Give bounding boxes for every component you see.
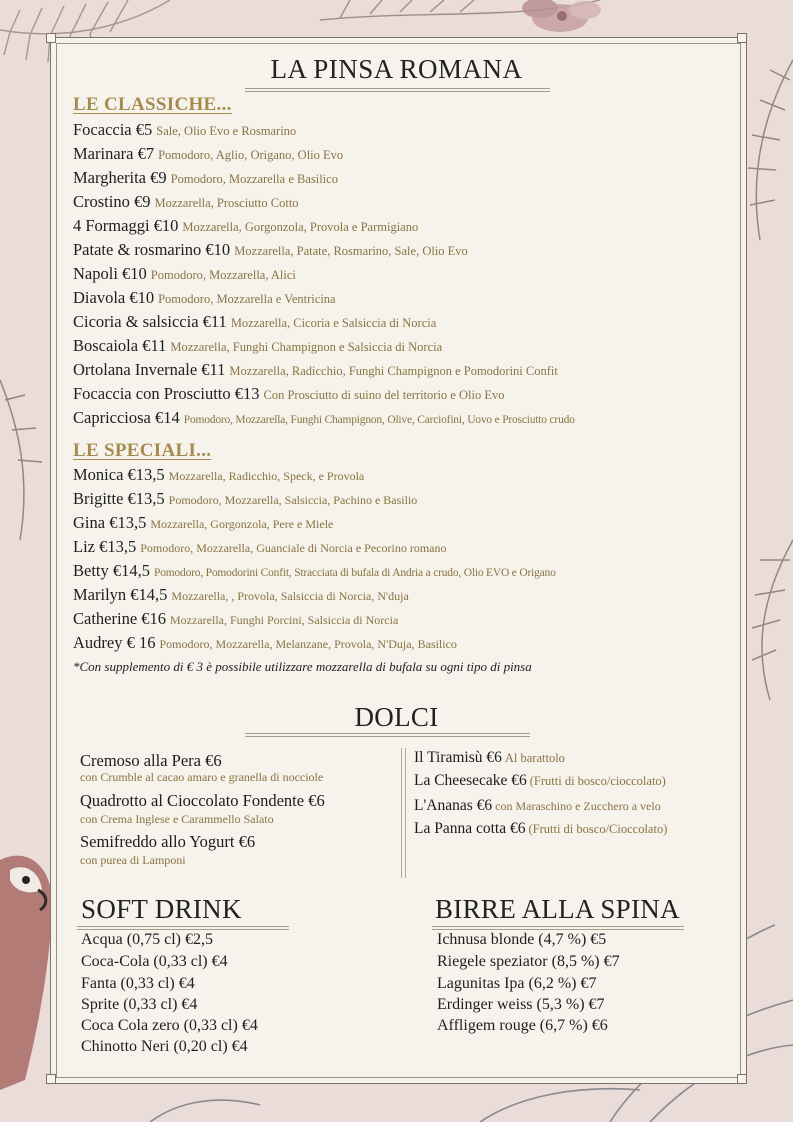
- beer-item: Erdinger weiss (5,3 %) €7: [437, 996, 605, 1013]
- item-description: Mozzarella, Funghi Champignon e Salsiccia di Norcia: [170, 340, 443, 354]
- title-divider: [245, 88, 550, 92]
- menu-item: [73, 216, 418, 236]
- item-description: Pomodoro, Mozzarella, Melanzane, Provola, N'Duja, Basilico: [159, 637, 457, 651]
- menu-item: [73, 240, 468, 260]
- item-name: Marilyn €14,5: [73, 585, 168, 604]
- dessert-description: (Frutti di bosco/Cioccolato): [528, 822, 668, 836]
- item-description: Mozzarella, Gorgonzola, Pere e Miele: [150, 517, 334, 531]
- palm-leaf-icon: [0, 380, 42, 540]
- menu-item: [73, 585, 409, 605]
- frame-corner-ornament: [737, 33, 747, 43]
- palm-leaf-icon: [752, 540, 793, 700]
- soft-drink-item: Coca Cola zero (0,33 cl) €4: [81, 1017, 258, 1034]
- section-heading-birre: BIRRE ALLA SPINA: [435, 894, 680, 924]
- soft-drink-item: Sprite (0,33 cl) €4: [81, 996, 198, 1013]
- item-description: Mozzarella, , Provola, Salsiccia di Norcia, N'duja: [171, 589, 409, 603]
- menu-item: [73, 120, 296, 140]
- section-heading-speciali: LE SPECIALI...: [73, 440, 212, 461]
- item-description: Pomodoro, Aglio, Origano, Olio Evo: [158, 148, 344, 162]
- palm-leaf-icon: [320, 0, 600, 20]
- item-name: Margherita €9: [73, 168, 167, 187]
- item-description: Con Prosciutto di suino del territorio e Olio Evo: [263, 388, 505, 402]
- dessert-name: La Panna cotta €6: [414, 820, 526, 837]
- item-name: Focaccia con Prosciutto €13: [73, 384, 260, 403]
- item-name: 4 Formaggi €10: [73, 216, 179, 235]
- frame-corner-ornament: [46, 1074, 56, 1084]
- soft-drink-item: Coca-Cola (0,33 cl) €4: [81, 953, 228, 970]
- dessert-item: [414, 820, 667, 838]
- item-description: Pomodoro, Mozzarella, Funghi Champignon, Olive, Carciofini, Uovo e Prosciutto crudo: [183, 414, 575, 426]
- menu-item: [73, 360, 558, 380]
- dessert-description: con Maraschino e Zucchero a velo: [495, 799, 661, 813]
- section-heading-soft-drink: SOFT DRINK: [81, 894, 242, 924]
- item-name: Boscaiola €11: [73, 336, 167, 355]
- item-name: Catherine €16: [73, 609, 167, 628]
- menu-item: [73, 288, 336, 308]
- dessert-item: [414, 772, 666, 790]
- item-name: Gina €13,5: [73, 513, 147, 532]
- menu-item: [73, 465, 364, 485]
- item-description: Mozzarella, Funghi Porcini, Salsiccia di Norcia: [170, 613, 399, 627]
- item-name: Monica €13,5: [73, 465, 165, 484]
- menu-item: [73, 336, 442, 356]
- soft-drink-item: Chinotto Neri (0,20 cl) €4: [81, 1038, 248, 1055]
- dessert-description: Al barattolo: [504, 751, 565, 765]
- beer-item: Lagunitas Ipa (6,2 %) €7: [437, 975, 597, 992]
- item-description: Sale, Olio Evo e Rosmarino: [156, 124, 297, 138]
- menu-item: [73, 144, 343, 164]
- item-description: Pomodoro, Mozzarella, Guanciale di Norcia e Pecorino romano: [140, 541, 447, 555]
- item-name: Betty €14,5: [73, 561, 150, 580]
- menu-item: [73, 408, 575, 428]
- item-name: Patate & rosmarino €10: [73, 240, 231, 259]
- dessert-description: (Frutti di bosco/cioccolato): [529, 774, 666, 788]
- item-name: Audrey € 16: [73, 633, 156, 652]
- item-description: Mozzarella, Patate, Rosmarino, Sale, Olio Evo: [234, 244, 468, 258]
- page-title: LA PINSA ROMANA: [270, 54, 523, 84]
- menu-item: [73, 264, 296, 284]
- dessert-name: L'Ananas €6: [414, 797, 493, 814]
- item-name: Focaccia €5: [73, 120, 153, 139]
- dessert-description: con Crema Inglese e Carammello Salato: [80, 812, 274, 826]
- menu-item: [73, 561, 556, 581]
- dessert-name: La Cheesecake €6: [414, 772, 527, 789]
- menu-item: [73, 489, 417, 509]
- frame-corner-ornament: [46, 33, 56, 43]
- menu-item: [73, 513, 333, 533]
- item-description: Pomodoro, Mozzarella, Alici: [150, 268, 296, 282]
- beer-item: Ichnusa blonde (4,7 %) €5: [437, 931, 607, 948]
- item-description: Mozzarella, Cicoria e Salsiccia di Norcia: [230, 316, 437, 330]
- item-description: Pomodoro, Mozzarella e Basilico: [170, 172, 338, 186]
- soft-drink-item: Fanta (0,33 cl) €4: [81, 975, 195, 992]
- bufala-supplement-note: *Con supplemento di € 3 è possibile utilizzare mozzarella di bufala su ogni tipo di pinsa: [73, 659, 532, 674]
- item-name: Marinara €7: [73, 144, 155, 163]
- dolci-column-divider: [401, 748, 402, 878]
- dessert-item: [414, 749, 565, 767]
- frame-corner-ornament: [737, 1074, 747, 1084]
- palm-leaf-icon: [748, 60, 793, 240]
- item-name: Crostino €9: [73, 192, 151, 211]
- dessert-name: Cremoso alla Pera €6: [80, 751, 222, 770]
- dolci-column-divider: [405, 748, 406, 878]
- menu-item: [73, 312, 436, 332]
- menu-item: [73, 537, 446, 557]
- section-heading-dolci: DOLCI: [354, 702, 439, 732]
- menu-item: [73, 609, 398, 629]
- menu-item: [73, 168, 338, 188]
- item-description: Mozzarella, Prosciutto Cotto: [154, 196, 299, 210]
- soft-drink-item: Acqua (0,75 cl) €2,5: [81, 931, 213, 948]
- item-description: Pomodoro, Pomodorini Confit, Stracciata di bufala di Andria a crudo, Olio EVO e Origano: [154, 567, 556, 579]
- orchid-flower-icon: [522, 0, 601, 32]
- dessert-name: Semifreddo allo Yogurt €6: [80, 832, 256, 851]
- item-name: Brigitte €13,5: [73, 489, 165, 508]
- section-heading-classiche: LE CLASSICHE...: [73, 94, 232, 115]
- item-name: Diavola €10: [73, 288, 155, 307]
- dessert-name: Quadrotto al Cioccolato Fondente €6: [80, 791, 325, 810]
- birre-divider: [432, 926, 684, 930]
- menu-item: [73, 633, 457, 653]
- item-description: Pomodoro, Mozzarella e Ventricina: [158, 292, 336, 306]
- beer-item: Riegele speziator (8,5 %) €7: [437, 953, 620, 970]
- item-description: Mozzarella, Gorgonzola, Provola e Parmigiano: [182, 220, 419, 234]
- item-description: Mozzarella, Radicchio, Funghi Champignon e Pomodorini Confit: [229, 364, 558, 378]
- dessert-description: con purea di Lamponi: [80, 853, 186, 867]
- soft-drink-divider: [77, 926, 289, 930]
- dessert-item: [414, 797, 661, 815]
- dessert-description: con Crumble al cacao amaro e granella di nocciole: [80, 770, 324, 784]
- item-name: Capricciosa €14: [73, 408, 180, 427]
- item-name: Napoli €10: [73, 264, 147, 283]
- beer-item: Affligem rouge (6,7 %) €6: [437, 1017, 608, 1034]
- menu-item: [73, 192, 299, 212]
- item-description: Pomodoro, Mozzarella, Salsiccia, Pachino e Basilio: [168, 493, 418, 507]
- item-description: Mozzarella, Radicchio, Speck, e Provola: [168, 469, 365, 483]
- item-name: Liz €13,5: [73, 537, 137, 556]
- parrot-icon: [0, 856, 52, 1090]
- menu-item: [73, 384, 504, 404]
- item-name: Ortolana Invernale €11: [73, 360, 226, 379]
- dolci-divider: [245, 733, 530, 737]
- dessert-name: Il Tiramisù €6: [414, 749, 502, 766]
- item-name: Cicoria & salsiccia €11: [73, 312, 227, 331]
